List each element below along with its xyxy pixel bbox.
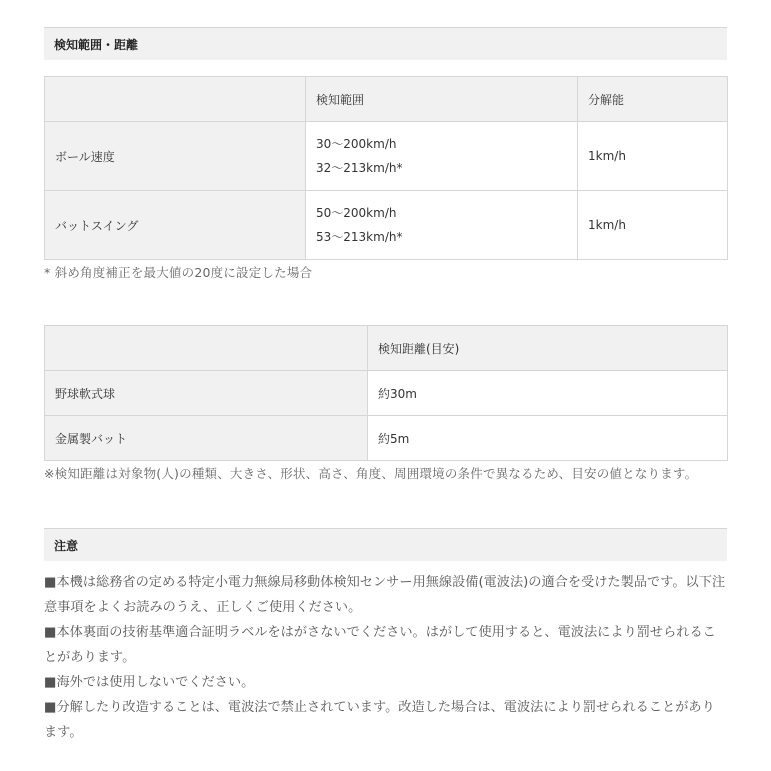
table-header-cell bbox=[45, 326, 368, 371]
resolution-cell: 1km/h bbox=[578, 191, 728, 260]
range-value-corrected: 32～213km/h* bbox=[316, 161, 403, 175]
distance-cell: 約5m bbox=[368, 416, 728, 461]
distance-cell: 約30m bbox=[368, 371, 728, 416]
table-header-row bbox=[45, 77, 728, 122]
row-label: 金属製バット bbox=[45, 416, 368, 461]
table-row bbox=[45, 416, 728, 461]
section-heading-detection: 検知範囲・距離 bbox=[44, 27, 727, 60]
table-header-row bbox=[45, 326, 728, 371]
row-label: 野球軟式球 bbox=[45, 371, 368, 416]
table-header-cell: 分解能 bbox=[578, 77, 728, 122]
table-header-cell bbox=[45, 77, 306, 122]
detection-distance-table bbox=[44, 325, 728, 461]
table1-footnote: * 斜め角度補正を最大値の20度に設定した場合 bbox=[44, 265, 313, 280]
range-value-corrected: 53～213km/h* bbox=[316, 230, 403, 244]
row-label: バットスイング bbox=[45, 191, 306, 260]
table-row bbox=[45, 122, 728, 191]
caution-item: ■海外では使用しないでください。 bbox=[44, 675, 255, 690]
range-value: 30～200km/h bbox=[316, 137, 397, 151]
table-row bbox=[45, 191, 728, 260]
caution-item: ■本体裏面の技術基準適合証明ラベルをはがさないでください。はがして使用すると、電波法により罰せられることがあります。 bbox=[44, 625, 716, 665]
caution-item: ■分解したり改造することは、電波法で禁止されています。改造した場合は、電波法により罰せられることがあります。 bbox=[44, 700, 715, 740]
resolution-cell: 1km/h bbox=[578, 122, 728, 191]
table2-footnote: ※検知距離は対象物(人)の種類、大きさ、形状、高さ、角度、周囲環境の条件で異なるため、目安の値となります。 bbox=[44, 466, 698, 481]
range-cell bbox=[306, 191, 578, 260]
range-value: 50～200km/h bbox=[316, 206, 397, 220]
range-cell bbox=[306, 122, 578, 191]
detection-range-table bbox=[44, 76, 728, 260]
spec-content bbox=[44, 27, 727, 745]
table-row bbox=[45, 371, 728, 416]
caution-item: ■本機は総務省の定める特定小電力無線局移動体検知センサー用無線設備(電波法)の適合を受けた製品です。以下注意事項をよくお読みのうえ、正しくご使用ください。 bbox=[44, 575, 726, 615]
caution-list bbox=[44, 570, 727, 745]
section-heading-caution: 注意 bbox=[44, 528, 727, 561]
row-label: ボール速度 bbox=[45, 122, 306, 191]
table-header-cell: 検知距離(目安) bbox=[368, 326, 728, 371]
table-header-cell: 検知範囲 bbox=[306, 77, 578, 122]
